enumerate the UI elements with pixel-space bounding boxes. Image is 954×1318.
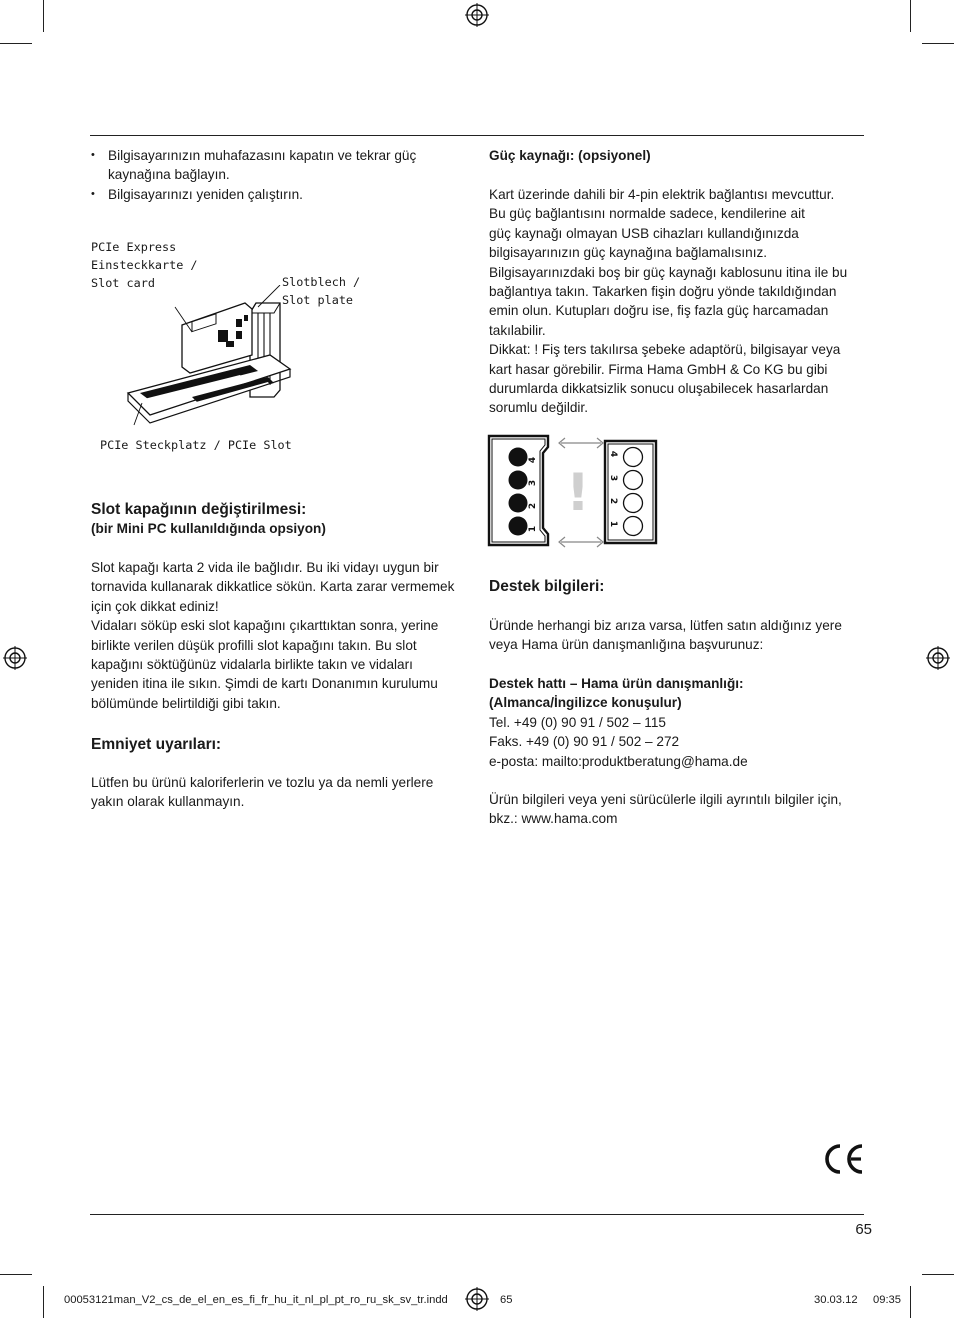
registration-mark-icon <box>465 3 489 27</box>
crop-mark <box>0 1274 32 1275</box>
crop-mark <box>910 0 911 32</box>
pin-open <box>624 494 643 513</box>
more-info-text: Ürün bilgileri veya yeni sürücülerle ilgili ayrıntılı bilgiler için, bkz.: www.hama.com <box>489 792 842 827</box>
pin-number: 2 <box>608 497 618 505</box>
hotline-title: Destek hattı – Hama ürün danışmanlığı: (Almanca/İngilizce konuşulur) <box>489 676 744 711</box>
crop-mark <box>43 1286 44 1318</box>
pin-filled <box>509 471 528 490</box>
bullet-item: • Bilgisayarınızı yeniden çalıştırın. <box>91 185 461 204</box>
ce-mark-icon <box>822 1143 866 1175</box>
safety-heading: Emniyet uyarıları: <box>91 736 222 753</box>
registration-mark-icon <box>3 646 27 670</box>
pin-number: 4 <box>528 456 538 464</box>
crop-mark <box>43 0 44 32</box>
crop-mark <box>922 43 954 44</box>
crop-mark <box>922 1274 954 1275</box>
registration-mark-icon <box>926 646 950 670</box>
bottom-rule <box>90 1214 864 1215</box>
pin-filled <box>509 448 528 467</box>
footer-time: 09:35 <box>873 1294 901 1306</box>
pin-number: 3 <box>608 474 618 482</box>
slot-heading: Slot kapağının değiştirilmesi: <box>91 501 307 518</box>
email-link[interactable]: e-posta: mailto:produktberatung@hama.de <box>489 753 748 769</box>
power-connector-diagram <box>487 433 659 553</box>
pin-number: 4 <box>608 450 618 458</box>
power-heading: Güç kaynağı: (opsiyonel) <box>489 148 651 163</box>
warning-mark: ! <box>566 463 590 523</box>
pin-open <box>624 471 643 490</box>
footer-file-page: 65 <box>500 1294 513 1306</box>
pin-open <box>624 448 643 467</box>
pin-filled <box>509 517 528 536</box>
support-text: Üründe herhangi biz arıza varsa, lütfen satın aldığınız yere veya Hama ürün danışmanlığına başvurunuz: <box>489 618 842 653</box>
safety-text: Lütfen bu ürünü kaloriferlerin ve tozlu ya da nemli yerlere yakın olarak kullanmayın. <box>91 775 434 810</box>
figure-label-card: PCIe Express Einsteckkarte / Slot card <box>91 240 198 290</box>
registration-mark-icon <box>465 1287 489 1311</box>
figure-label-plate: Slotblech / Slot plate <box>282 275 361 307</box>
page-number: 65 <box>855 1221 872 1238</box>
pin-number: 1 <box>528 525 538 533</box>
pin-filled <box>509 494 528 513</box>
support-heading: Destek bilgileri: <box>489 578 605 595</box>
pin-number: 3 <box>528 479 538 487</box>
slot-subheading: (bir Mini PC kullanıldığında opsiyon) <box>91 521 326 536</box>
pin-open <box>624 517 643 536</box>
fax-number: Faks. +49 (0) 90 91 / 502 – 272 <box>489 734 680 750</box>
pcie-card-illustration <box>120 285 300 430</box>
top-rule <box>90 135 864 136</box>
footer-file-name: 00053121man_V2_cs_de_el_en_es_fi_fr_hu_it_nl_pl_pt_ro_ru_sk_sv_tr.indd <box>64 1294 448 1306</box>
slot-text: Slot kapağı karta 2 vida ile bağlıdır. Bu iki vidayı uygun bir tornavida kullanarak dikkatlice sökün. Karta zarar vermemek için çok dikkat ediniz! Vidaları söküp eski slot kapağını çıkarttıktan sonra, yerine birlikte verilen düşük profilli slot kapağını takın. Bu slot kapağını söktüğünüz vidalarla birlikte takın ve vidaları yeniden itina ile sıkın. Şimdi de kartı Donanımın kurulumu bölümünde belirtildiği gibi takın. <box>91 560 455 711</box>
pin-number: 2 <box>528 502 538 510</box>
power-text: Kart üzerinde dahili bir 4-pin elektrik bağlantısı mevcuttur. Bu güç bağlantısını normalde sadece, kendilerine ait güç kaynağı olmayan USB cihazları kullandığınızda bilgisayarınızın güç kaynağına bağlamalısınız. Bilgisayarınızdaki boş bir güç kaynağı kablosunu itina ile bu bağlantıya takın. Takarken fişin doğru yönde takıldığından emin olun. Kutupları doğru ise, fiş fazla güç harcamadan takılabilir. Dikkat: ! Fiş ters takılırsa şebeke adaptörü, bilgisayar veya kart hasar görebilir. Firma Hama GmbH & Co KG bu gibi durumlarda dikkatsizlik sonucu oluşabilecek hasarlardan sorumlu değildir. <box>489 187 848 416</box>
figure-label-slot: PCIe Steckplatz / PCIe Slot <box>100 438 292 452</box>
bullet-item: • Bilgisayarınızın muhafazasını kapatın ve tekrar güç kaynağına bağlayın. <box>91 146 461 185</box>
crop-mark <box>0 43 32 44</box>
footer-date: 30.03.12 <box>814 1294 858 1306</box>
contact-list <box>489 713 748 771</box>
bullet-list <box>91 146 461 204</box>
phone-number: Tel. +49 (0) 90 91 / 502 – 115 <box>489 715 666 730</box>
crop-mark <box>910 1286 911 1318</box>
pin-number: 1 <box>608 520 618 528</box>
